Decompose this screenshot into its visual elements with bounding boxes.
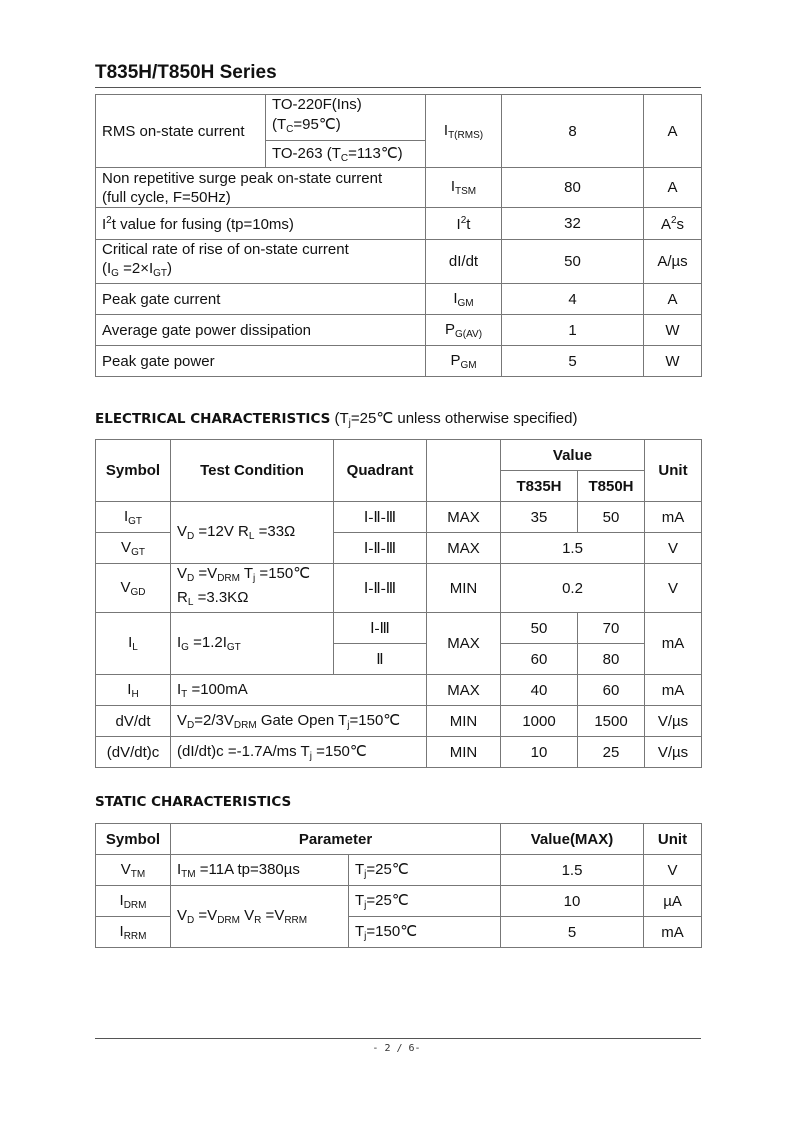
- table-header-row: [96, 824, 702, 855]
- unit-cell: $A^2s$: [644, 208, 702, 240]
- value-cell: 25: [578, 737, 645, 768]
- quadrant-cell: Ⅰ-Ⅱ-Ⅲ: [334, 564, 427, 613]
- page-title: T835H/T850H Series: [95, 62, 277, 83]
- unit-cell: V: [645, 564, 702, 613]
- header-t835h: T835H: [501, 471, 578, 502]
- value-cell: 35: [501, 502, 578, 533]
- parameter-idrm-irrm: $V_D =V_{DRM}$ $V_R =V_{RRM}$: [171, 886, 349, 948]
- table-row: [96, 737, 702, 768]
- table-row: [96, 564, 702, 613]
- header-value: Value: [501, 440, 645, 471]
- value-cell: 1: [502, 315, 644, 346]
- title-rule: [95, 87, 701, 88]
- footer-rule: [95, 1038, 701, 1039]
- static-section-title: STATIC CHARACTERISTICS: [95, 794, 292, 810]
- symbol-irrm: $I_{RRM}$: [96, 917, 171, 948]
- unit-cell: A: [644, 95, 702, 168]
- condition-il: $I_G =1.2I_{GT}$: [171, 613, 334, 675]
- table-row: [96, 675, 702, 706]
- unit-cell: A: [644, 284, 702, 315]
- value-cell: 80: [578, 644, 645, 675]
- value-cell: 80: [502, 168, 644, 208]
- ratings-table: [95, 94, 702, 377]
- value-cell: 60: [578, 675, 645, 706]
- temperature-cell: $T_j=25℃$: [349, 855, 501, 886]
- table-row: [96, 502, 702, 533]
- unit-cell: mA: [645, 502, 702, 533]
- unit-cell: mA: [644, 917, 702, 948]
- value-cell: 5: [501, 917, 644, 948]
- symbol-igm: $I_{GM}$: [426, 284, 502, 315]
- symbol-vtm: $V_{TM}$: [96, 855, 171, 886]
- electrical-section-title: ELECTRICAL CHARACTERISTICS ($T_j=25℃$ unless otherwise specified): [95, 410, 578, 429]
- table-row: [96, 346, 702, 377]
- value-cell: 70: [578, 613, 645, 644]
- table-row: [96, 315, 702, 346]
- unit-cell: W: [644, 315, 702, 346]
- header-quadrant: Quadrant: [334, 440, 427, 502]
- package-to220f: TO-220F(Ins) $(T_C=95℃)$: [266, 95, 426, 141]
- table-row: [96, 240, 702, 284]
- table-row: [96, 706, 702, 737]
- limit-cell: MIN: [427, 737, 501, 768]
- limit-cell: MAX: [427, 533, 501, 564]
- symbol-ih: $I_H$: [96, 675, 171, 706]
- symbol-vgt: $V_{GT}$: [96, 533, 171, 564]
- condition-dvdtc: (dI/dt)c =-1.7A/ms $T_j$ =150℃: [171, 737, 427, 768]
- param-i2t: $I^2t$ value for fusing (tp=10ms): [96, 208, 426, 240]
- symbol-il: $I_L$: [96, 613, 171, 675]
- static-table: [95, 823, 702, 948]
- value-cell: 0.2: [501, 564, 645, 613]
- table-row: [96, 613, 702, 644]
- value-cell: 10: [501, 886, 644, 917]
- symbol-vgd: $V_{GD}$: [96, 564, 171, 613]
- limit-cell: MAX: [427, 502, 501, 533]
- quadrant-cell: Ⅰ-Ⅲ: [334, 613, 427, 644]
- electrical-table: [95, 439, 702, 768]
- unit-cell: A: [644, 168, 702, 208]
- table-row: [96, 208, 702, 240]
- header-unit: Unit: [644, 824, 702, 855]
- symbol-i2t: $I^2t$: [426, 208, 502, 240]
- header-test-condition: Test Condition: [171, 440, 334, 502]
- header-value-max: Value(MAX): [501, 824, 644, 855]
- table-row: [96, 284, 702, 315]
- value-cell: 60: [501, 644, 578, 675]
- unit-cell: V/µs: [645, 706, 702, 737]
- symbol-dvdt: dV/dt: [96, 706, 171, 737]
- table-row: [96, 95, 702, 141]
- param-didt: Critical rate of rise of on-state current $(I_G =2\times I_{GT})$: [96, 240, 426, 284]
- limit-cell: MIN: [427, 706, 501, 737]
- param-igm: Peak gate current: [96, 284, 426, 315]
- limit-cell: MAX: [427, 675, 501, 706]
- value-cell: 50: [578, 502, 645, 533]
- package-to263: TO-263 $(T_C=113℃)$: [266, 141, 426, 168]
- quadrant-cell: Ⅰ-Ⅱ-Ⅲ: [334, 533, 427, 564]
- condition-dvdt: $V_D=2/3V_{DRM}$ Gate Open $T_j=150℃$: [171, 706, 427, 737]
- value-cell: 1500: [578, 706, 645, 737]
- symbol-itrms: $I_{T(RMS)}$: [426, 95, 502, 168]
- value-cell: 10: [501, 737, 578, 768]
- symbol-didt: dI/dt: [426, 240, 502, 284]
- value-cell: 4: [502, 284, 644, 315]
- parameter-vtm: $I_{TM} =11A$ tp=380µs: [171, 855, 349, 886]
- value-cell: 1.5: [501, 533, 645, 564]
- condition-ih: $I_T =100mA$: [171, 675, 427, 706]
- header-symbol: Symbol: [96, 824, 171, 855]
- value-cell: 8: [502, 95, 644, 168]
- symbol-dvdtc: (dV/dt)c: [96, 737, 171, 768]
- quadrant-cell: Ⅱ: [334, 644, 427, 675]
- unit-cell: A/µs: [644, 240, 702, 284]
- unit-cell: V: [644, 855, 702, 886]
- quadrant-cell: Ⅰ-Ⅱ-Ⅲ: [334, 502, 427, 533]
- unit-cell: µA: [644, 886, 702, 917]
- limit-cell: MIN: [427, 564, 501, 613]
- param-itsm: Non repetitive surge peak on-state current (full cycle, F=50Hz): [96, 168, 426, 208]
- symbol-pgm: $P_{GM}$: [426, 346, 502, 377]
- unit-cell: W: [644, 346, 702, 377]
- param-pgav: Average gate power dissipation: [96, 315, 426, 346]
- table-row: [96, 855, 702, 886]
- header-parameter: Parameter: [171, 824, 501, 855]
- condition-igt-vgt: $V_D =12V$ $R_L =33\Omega$: [171, 502, 334, 564]
- condition-vgd: $V_D =V_{DRM}$ $T_j$ =150℃ $R_L =3.3K\Omega$: [171, 564, 334, 613]
- symbol-idrm: $I_{DRM}$: [96, 886, 171, 917]
- page-number: - 2 / 6-: [372, 1043, 421, 1054]
- symbol-itsm: $I_{TSM}$: [426, 168, 502, 208]
- unit-cell: V/µs: [645, 737, 702, 768]
- param-pgm: Peak gate power: [96, 346, 426, 377]
- header-unit: Unit: [645, 440, 702, 502]
- header-t850h: T850H: [578, 471, 645, 502]
- limit-cell: MAX: [427, 613, 501, 675]
- temperature-cell: $T_j=25℃$: [349, 886, 501, 917]
- unit-cell: mA: [645, 675, 702, 706]
- value-cell: 1.5: [501, 855, 644, 886]
- unit-cell: mA: [645, 613, 702, 675]
- temperature-cell: $T_j=150℃$: [349, 917, 501, 948]
- value-cell: 32: [502, 208, 644, 240]
- unit-cell: V: [645, 533, 702, 564]
- param-rms: RMS on-state current: [96, 95, 266, 168]
- value-cell: 50: [501, 613, 578, 644]
- header-blank: [427, 440, 501, 502]
- header-symbol: Symbol: [96, 440, 171, 502]
- symbol-pgav: $P_{G(AV)}$: [426, 315, 502, 346]
- value-cell: 40: [501, 675, 578, 706]
- table-header-row: [96, 440, 702, 471]
- symbol-igt: $I_{GT}$: [96, 502, 171, 533]
- value-cell: 5: [502, 346, 644, 377]
- table-row: [96, 168, 702, 208]
- table-row: [96, 886, 702, 917]
- value-cell: 50: [502, 240, 644, 284]
- value-cell: 1000: [501, 706, 578, 737]
